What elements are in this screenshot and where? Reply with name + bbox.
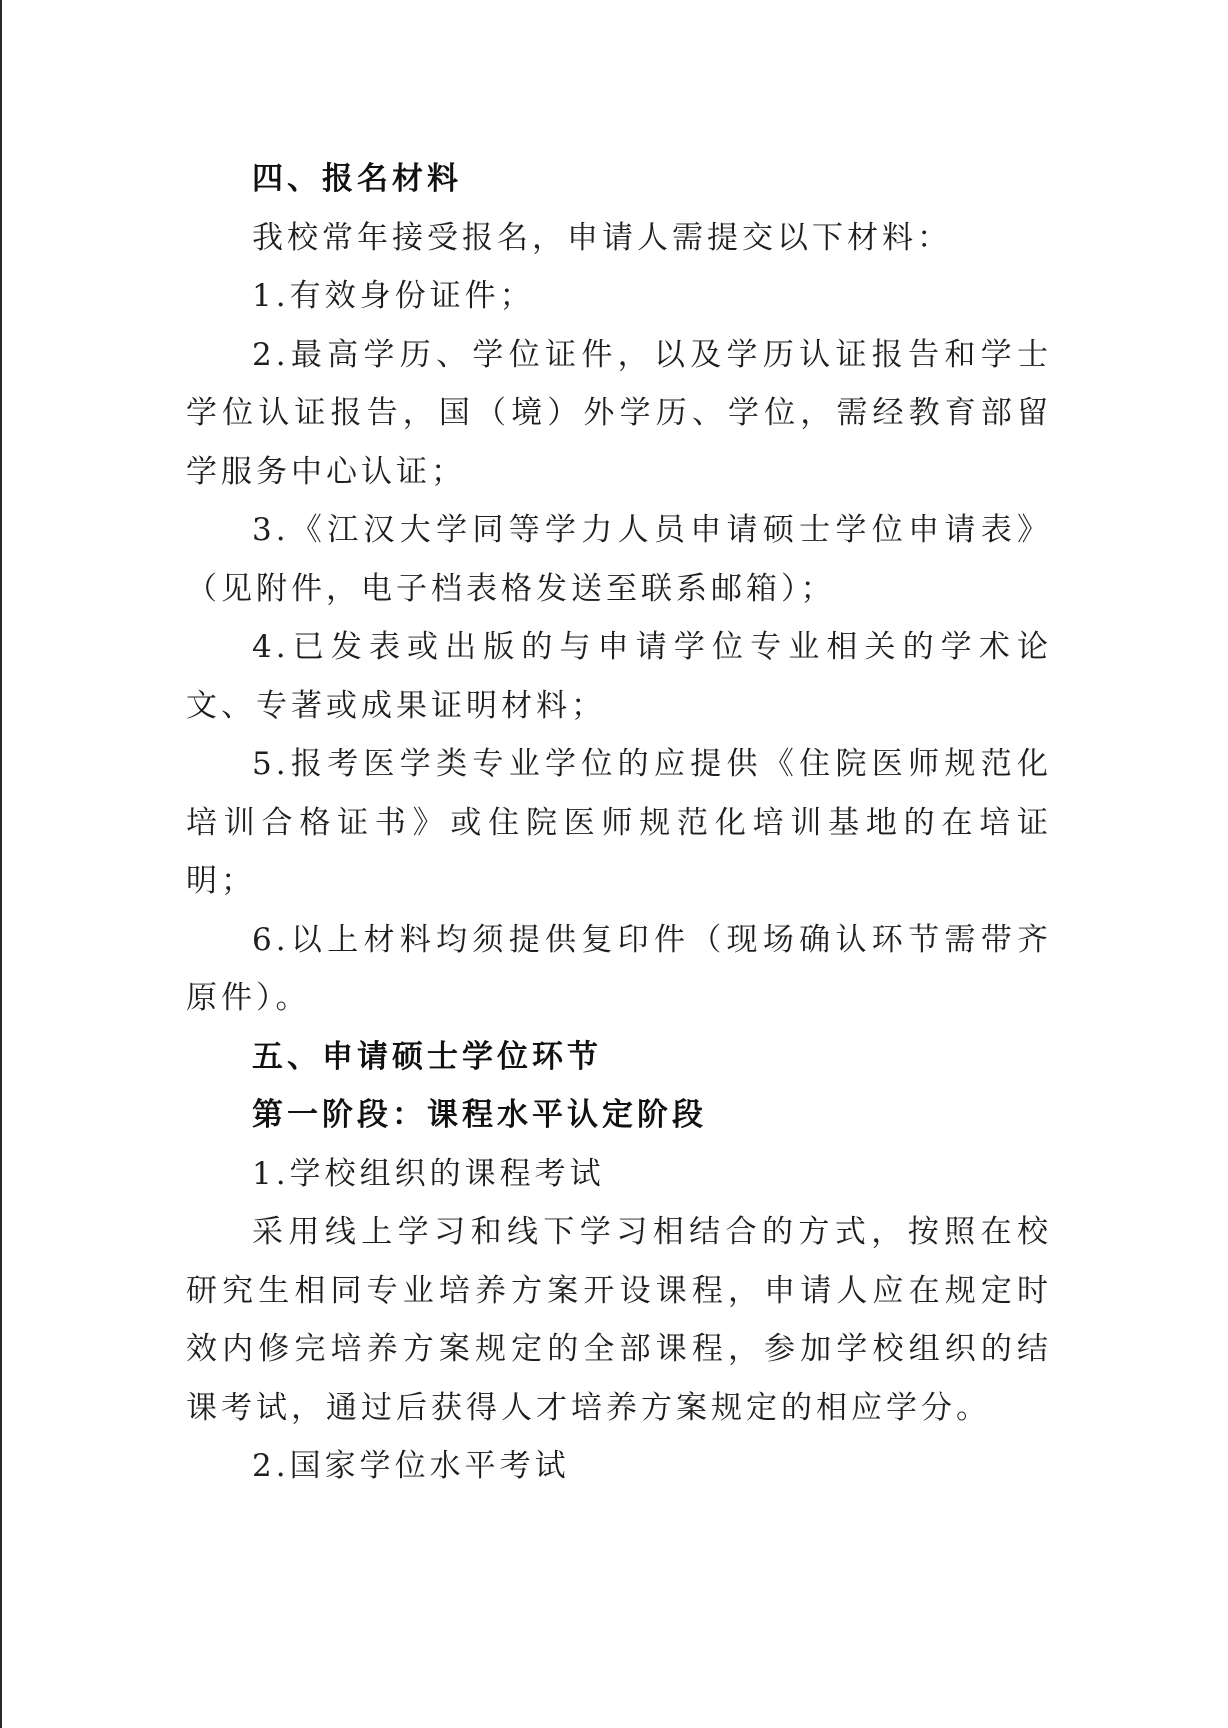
list-item-3: 3.《江汉大学同等学力人员申请硕士学位申请表》（见附件，电子档表格发送至联系邮箱）；	[186, 512, 1052, 607]
paragraph-intro: 我校常年接受报名，申请人需提交以下材料：	[252, 219, 952, 256]
list-item-national-exam: 2.国家学位水平考试	[252, 1448, 570, 1484]
document-body	[186, 150, 1052, 1496]
list-item-course-exam: 1.学校组织的课程考试	[252, 1155, 605, 1192]
page-edge-line	[0, 0, 2, 1728]
list-item-6: 6.以上材料均须提供复印件（现场确认环节需带齐原件）。	[186, 921, 1052, 1016]
list-item-5: 5.报考医学类专业学位的应提供《住院医师规范化培训合格证书》或住院医师规范化培训基地的在培证明；	[186, 746, 1052, 899]
list-item-1: 1.有效身份证件；	[252, 278, 535, 314]
section-heading-degree-application: 五、申请硕士学位环节	[252, 1038, 602, 1075]
list-item-4: 4.已发表或出版的与申请学位专业相关的学术论文、专著或成果证明材料；	[186, 629, 1052, 724]
paragraph-course-details: 采用线上学习和线下学习相结合的方式，按照在校研究生相同专业培养方案开设课程，申请人应在规定时效内修完培养方案规定的全部课程，参加学校组织的结课考试，通过后获得人才培养方案规定的相应学分。	[186, 1214, 1052, 1426]
section-heading-registration-materials: 四、报名材料	[252, 161, 462, 197]
list-item-2: 2.最高学历、学位证件，以及学历认证报告和学士学位认证报告，国（境）外学历、学位，需经教育部留学服务中心认证；	[186, 336, 1052, 490]
subheading-stage-one: 第一阶段：课程水平认定阶段	[252, 1097, 707, 1133]
